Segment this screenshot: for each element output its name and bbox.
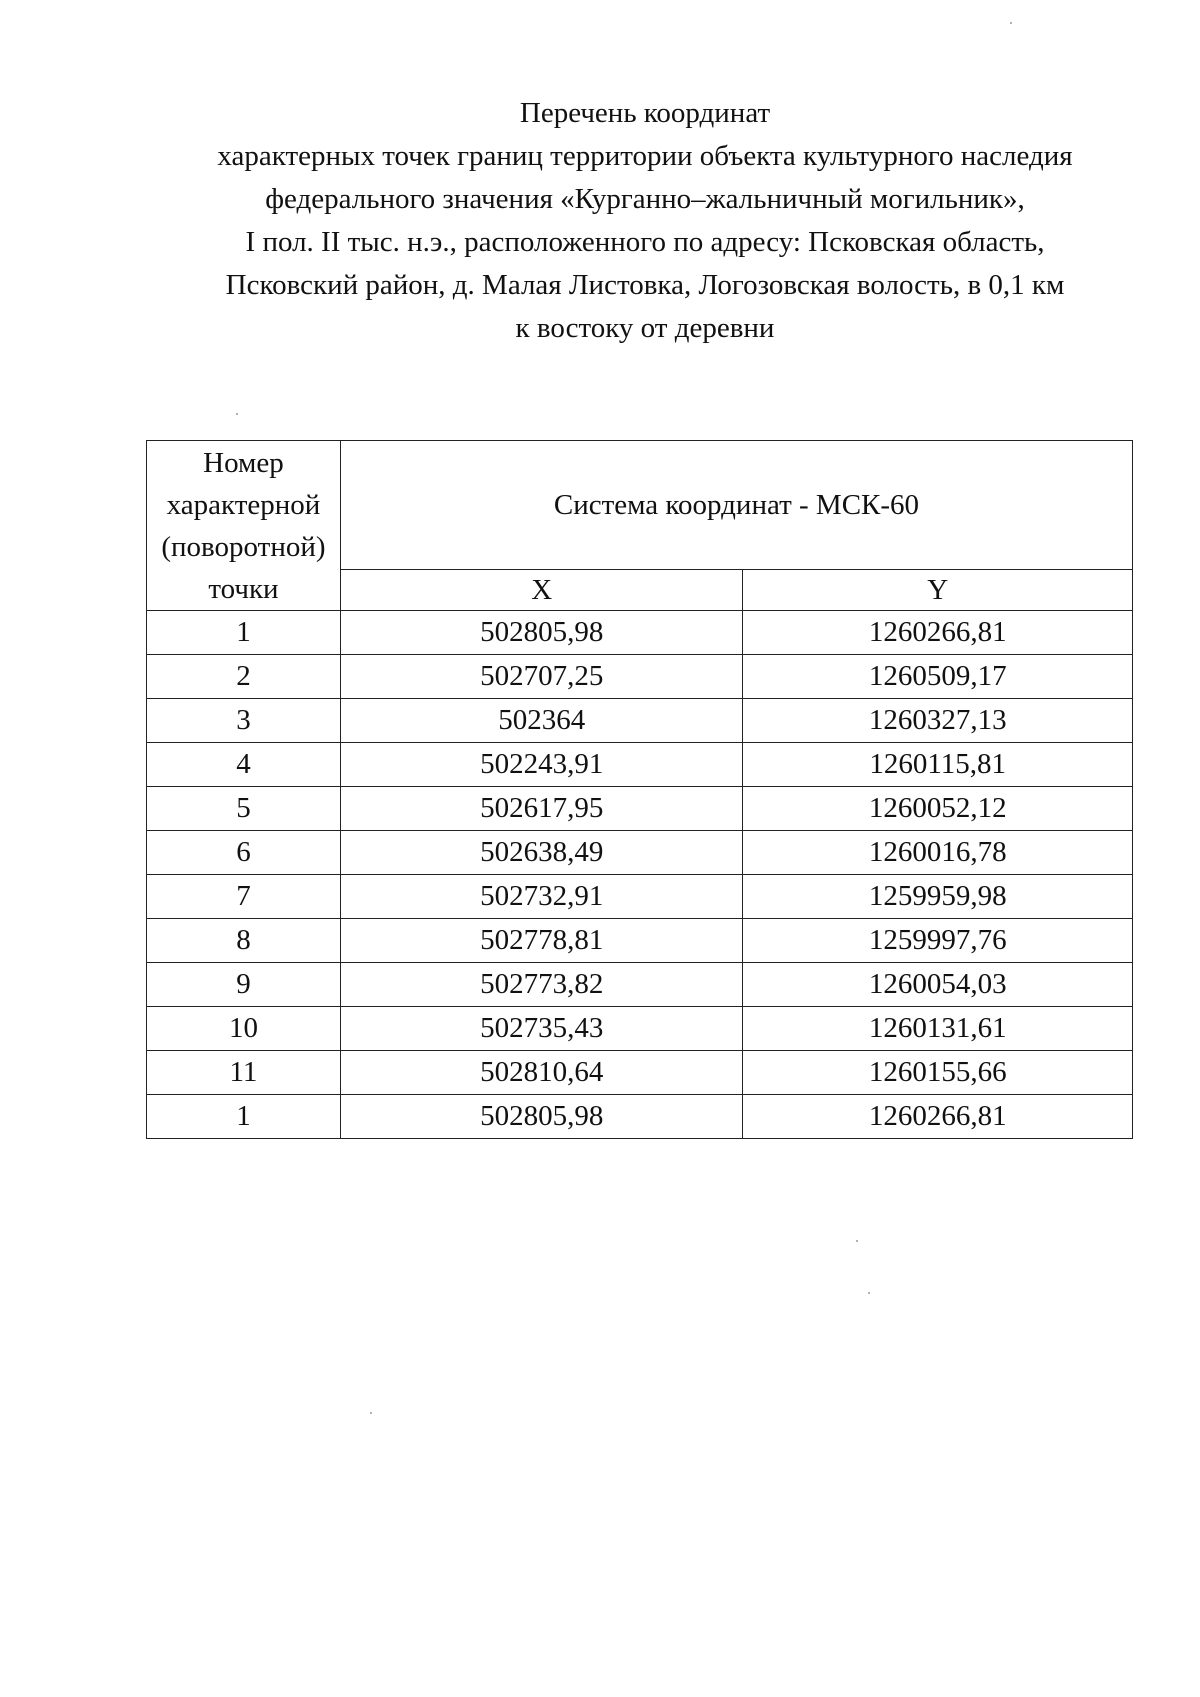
cell-point-number: 9	[147, 963, 341, 1007]
table-row	[147, 1007, 1133, 1051]
cell-x: 502243,91	[340, 743, 743, 787]
cell-point-number: 11	[147, 1051, 341, 1095]
cell-y: 1260016,78	[743, 831, 1133, 875]
title-line: характерных точек границ территории объекта культурного наследия	[217, 140, 1073, 172]
title-line: I пол. II тыс. н.э., расположенного по адресу: Псковская область,	[245, 226, 1045, 258]
cell-y: 1260155,66	[743, 1051, 1133, 1095]
table-row	[147, 787, 1133, 831]
cell-y: 1260509,17	[743, 655, 1133, 699]
cell-y: 1260115,81	[743, 743, 1133, 787]
cell-x: 502617,95	[340, 787, 743, 831]
scan-speck	[856, 1240, 858, 1242]
cell-x: 502707,25	[340, 655, 743, 699]
scan-speck	[370, 1412, 372, 1414]
header-y: Y	[743, 570, 1133, 611]
header-point-line: Номер	[203, 446, 284, 479]
cell-point-number: 5	[147, 787, 341, 831]
cell-y: 1259997,76	[743, 919, 1133, 963]
cell-x: 502778,81	[340, 919, 743, 963]
title-line: Псковский район, д. Малая Листовка, Логозовская волость, в 0,1 км	[225, 269, 1065, 301]
cell-point-number: 2	[147, 655, 341, 699]
table-row	[147, 699, 1133, 743]
cell-point-number: 6	[147, 831, 341, 875]
header-point-line: точки	[208, 572, 279, 605]
cell-y: 1260266,81	[743, 611, 1133, 655]
header-point-line: характерной	[166, 488, 321, 521]
cell-x: 502638,49	[340, 831, 743, 875]
cell-point-number: 10	[147, 1007, 341, 1051]
table-row	[147, 655, 1133, 699]
header-x: X	[340, 570, 743, 611]
cell-x: 502805,98	[340, 1095, 743, 1139]
cell-point-number: 4	[147, 743, 341, 787]
scan-speck	[236, 413, 238, 415]
cell-x: 502735,43	[340, 1007, 743, 1051]
table-row	[147, 963, 1133, 1007]
cell-x: 502364	[340, 699, 743, 743]
table-row	[147, 875, 1133, 919]
header-coordinate-system: Система координат - МСК-60	[340, 441, 1132, 570]
cell-y: 1260266,81	[743, 1095, 1133, 1139]
cell-point-number: 3	[147, 699, 341, 743]
cell-x: 502773,82	[340, 963, 743, 1007]
title-line: федерального значения «Курганно–жальничный могильник»,	[265, 183, 1025, 215]
scan-speck	[1010, 22, 1012, 24]
table-header-row	[147, 441, 1133, 570]
cell-x: 502810,64	[340, 1051, 743, 1095]
cell-y: 1260327,13	[743, 699, 1133, 743]
table-row	[147, 743, 1133, 787]
table-row	[147, 1051, 1133, 1095]
title-line: к востоку от деревни	[515, 312, 775, 344]
cell-point-number: 8	[147, 919, 341, 963]
cell-point-number: 1	[147, 611, 341, 655]
cell-point-number: 7	[147, 875, 341, 919]
cell-y: 1260054,03	[743, 963, 1133, 1007]
cell-y: 1260052,12	[743, 787, 1133, 831]
cell-x: 502732,91	[340, 875, 743, 919]
cell-y: 1260131,61	[743, 1007, 1133, 1051]
cell-point-number: 1	[147, 1095, 341, 1139]
table-row	[147, 919, 1133, 963]
document-title	[150, 92, 1140, 350]
table-row	[147, 611, 1133, 655]
header-point-number	[147, 441, 341, 611]
scan-speck	[868, 1292, 870, 1294]
table-row	[147, 831, 1133, 875]
title-line: Перечень координат	[519, 97, 771, 129]
header-point-line: (поворотной)	[161, 530, 326, 563]
coordinates-table	[146, 440, 1133, 1139]
table-row	[147, 1095, 1133, 1139]
cell-y: 1259959,98	[743, 875, 1133, 919]
cell-x: 502805,98	[340, 611, 743, 655]
